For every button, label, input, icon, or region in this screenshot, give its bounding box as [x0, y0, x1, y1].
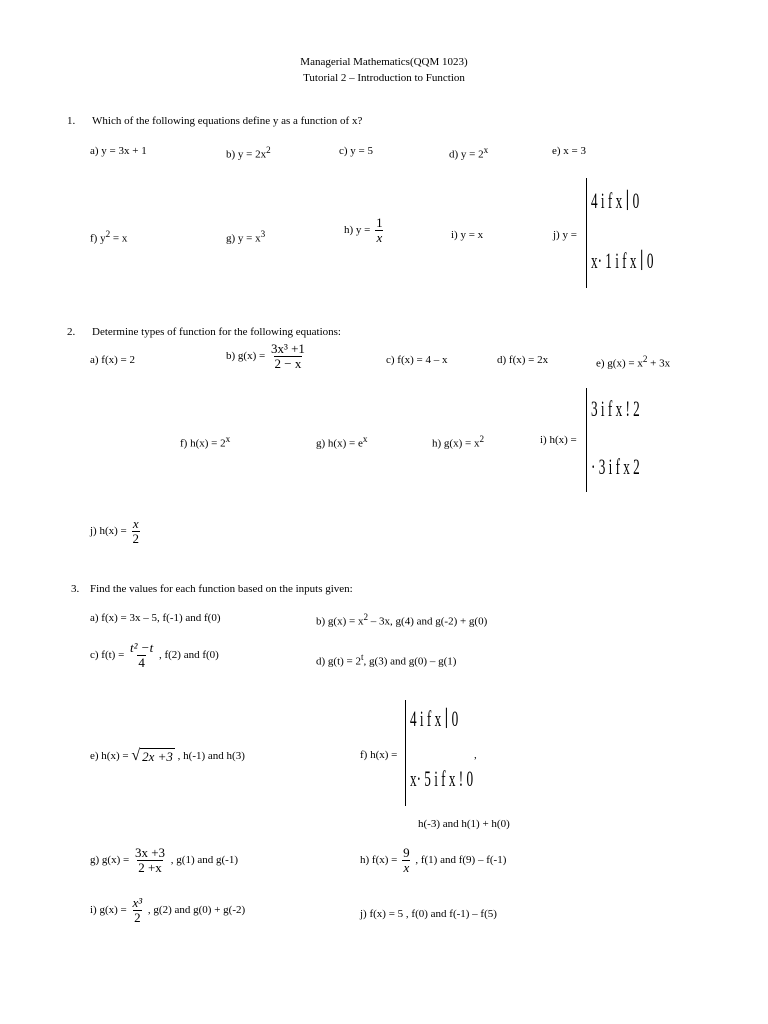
q3-a: a) f(x) = 3x – 5, f(-1) and f(0): [90, 612, 221, 624]
q2-i-case-bottom: · 3 i f x 2: [591, 454, 640, 479]
q3-j: j) f(x) = 5 , f(0) and f(-1) – f(5): [360, 908, 497, 920]
q2-a: a) f(x) = 2: [90, 354, 135, 366]
q1-j-brace: [586, 178, 587, 288]
q3-f-brace: [405, 700, 406, 806]
q3-f-label: f) h(x) =: [360, 749, 398, 761]
q1-a: a) y = 3x + 1: [90, 145, 147, 157]
q1-g: g) $y = x^3$: [226, 229, 266, 245]
q2-number: 2.: [67, 326, 76, 338]
q3-d: d) $g(t) = 2^t$, g(3) and g(0) – g(1): [316, 652, 457, 668]
q1-f: f) $y^2 = x$: [90, 229, 128, 245]
q1-d: d) $y = 2^x$: [449, 145, 489, 161]
q2-f: f) $h(x) = 2^x$: [180, 434, 231, 450]
q3-f-comma: ,: [474, 749, 477, 761]
doc-subtitle: Tutorial 2 – Introduction to Function: [303, 72, 465, 84]
q3-number: 3.: [71, 583, 80, 595]
q2-b: b) g(x) = $\frac{\text{3x³ +1}}{2 - x}$: [226, 341, 305, 371]
q1-j-label: j) y =: [553, 229, 577, 241]
q2-i-case-top: 3 i f x ! 2: [591, 396, 640, 421]
doc-title: Managerial Mathematics(QQM 1023): [300, 56, 468, 68]
q2-g: g) $h(x) = e^x$: [316, 434, 368, 450]
q1-j-case-top: 4 i f x ∣ 0: [591, 188, 640, 213]
q1-j-case-bottom: x· 1 i f x ∣ 0: [591, 248, 654, 273]
q1-b: b) $y = 2x^2$: [226, 145, 271, 161]
q2-e: e) $g(x) = x^2 + 3x$: [596, 354, 671, 370]
q3-prompt: Find the values for each function based on the inputs given:: [90, 583, 353, 595]
q3-f-inputs: h(-3) and h(1) + h(0): [418, 818, 510, 830]
q3-f-case-top: 4 i f x ∣ 0: [410, 706, 459, 731]
q2-prompt: Determine types of function for the following equations:: [92, 326, 341, 338]
q2-d: d) f(x) = 2x: [497, 354, 549, 366]
q3-f-case-bottom: x· 5 i f x ! 0: [410, 766, 474, 791]
q1-h: h) y = $\frac{1}{x}$: [344, 215, 383, 245]
q1-e: e) x = 3: [552, 145, 586, 157]
q2-j: j) h(x) = $\frac{x}{2}$: [90, 516, 139, 546]
q1-c: c) y = 5: [339, 145, 373, 157]
q3-g: g) g(x) = $\frac{3x +3}{2 +x}$ , g(1) and g(-1): [90, 845, 238, 875]
q3-c: c) f(t) = $\frac{\text{t² −t}}{4}$ , f(2) and f(0): [90, 640, 219, 670]
q1-i: i) y = x: [451, 229, 484, 241]
q3-e: e) h(x) = √ 2x +3 , h(-1) and h(3): [90, 747, 245, 764]
q3-h: h) f(x) = $\frac{9}{x}$ , f(1) and f(9) – f(-1): [360, 845, 507, 875]
q3-i: i) g(x) = $\frac{\text{x³}}{2}$ , g(2) and g(0) + g(-2): [90, 895, 246, 925]
q2-c: c) f(x) = 4 – x: [386, 354, 448, 366]
q1-prompt: Which of the following equations define y as a function of x?: [92, 115, 363, 127]
q2-h: h) $g(x) = x^2$: [432, 434, 485, 450]
q3-b: b) $g(x) = x^2 - 3x$, g(4) and g(-2) + g(0): [316, 612, 488, 628]
q1-number: 1.: [67, 115, 76, 127]
q2-i-brace: [586, 388, 587, 492]
q2-i-label: i) h(x) =: [540, 434, 577, 446]
